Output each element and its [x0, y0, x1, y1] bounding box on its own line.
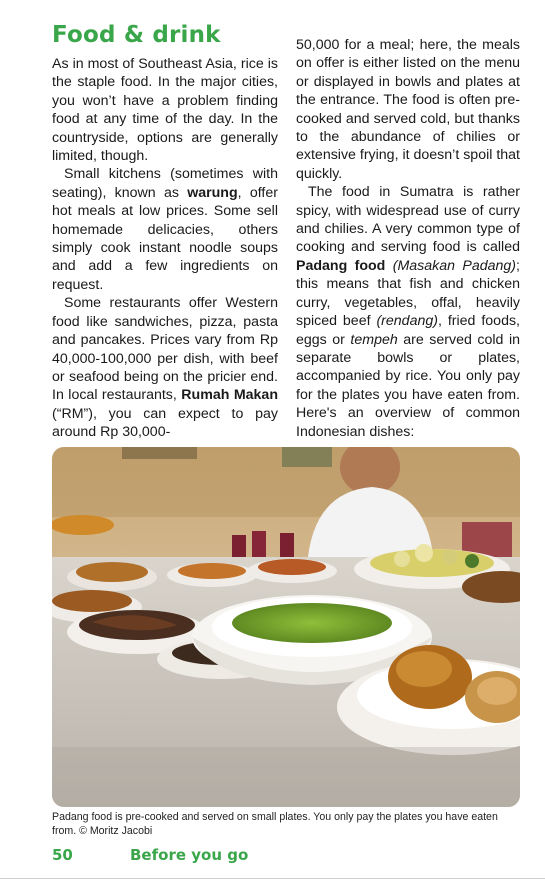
paragraph-restaurants [52, 294, 278, 441]
page-number: 50 [52, 846, 73, 864]
paragraph-padang-food [296, 183, 520, 441]
food-table-illustration [52, 447, 520, 807]
paragraph-warung [52, 165, 278, 294]
chapter-title: Before you go [130, 846, 249, 864]
term-masakan-padang: (Masakan Padang) [385, 257, 517, 274]
term-rumah-makan: Rumah Makan [181, 387, 278, 404]
paragraph-staple-food: As in most of Southeast Asia, rice is the staple food. In the major cities, you won’t have a problem finding food at any time of the day. In the countryside, options are generally limited, though. [52, 56, 278, 165]
term-tempeh: tempeh [350, 331, 398, 348]
text-run: , fried foods, eggs or [296, 313, 520, 348]
text-run: Small kitchens (sometimes with seating), known as [52, 166, 278, 201]
text-run: , offer hot meals at low prices. Some sell homemade delicacies, others simply cook instant noodle soups and add a few ingredients on request. [52, 184, 278, 293]
left-text-column [52, 55, 278, 442]
text-run: (“RM”), you can expect to pay around Rp 30,000- [52, 405, 278, 441]
term-warung: warung [187, 184, 238, 201]
right-text-column [296, 36, 520, 441]
padang-food-photo [52, 447, 520, 807]
page-bottom-divider [0, 878, 545, 879]
section-heading: Food & drink [52, 22, 221, 48]
term-padang-food: Padang food [296, 257, 386, 274]
text-run: are served cold in separate bowls or plates, accompanied by rice. You only pay for the plates you have eaten from. Here's an overview of common Indonesian dishes: [296, 331, 520, 440]
photo-caption: Padang food is pre-cooked and served on small plates. You only pay the plates you have eaten from. © Moritz Jacobi [52, 811, 498, 838]
text-run: The food in Sumatra is rather spicy, with widespread use of curry and chilies. A very common type of cooking and serving food is called [296, 184, 520, 256]
term-rendang: (rendang) [376, 313, 438, 330]
paragraph-meal-prices: 50,000 for a meal; here, the meals on offer is either listed on the menu or displayed in bowls and plates at the entrance. The food is often pre-cooked and served cold, but thanks to the abundance of chilies or extensive frying, it doesn’t spoil that quickly. [296, 37, 520, 182]
text-run: ; this means that fish and chicken curry, vegetables, offal, heavily spiced beef [296, 257, 520, 330]
text-run: Some restaurants offer Western food like sandwiches, pizza, pasta and pancakes. Prices vary from Rp 40,000-100,000 per dish, with beef or seafood being on the pricier end. In local restaurants, [52, 295, 278, 404]
